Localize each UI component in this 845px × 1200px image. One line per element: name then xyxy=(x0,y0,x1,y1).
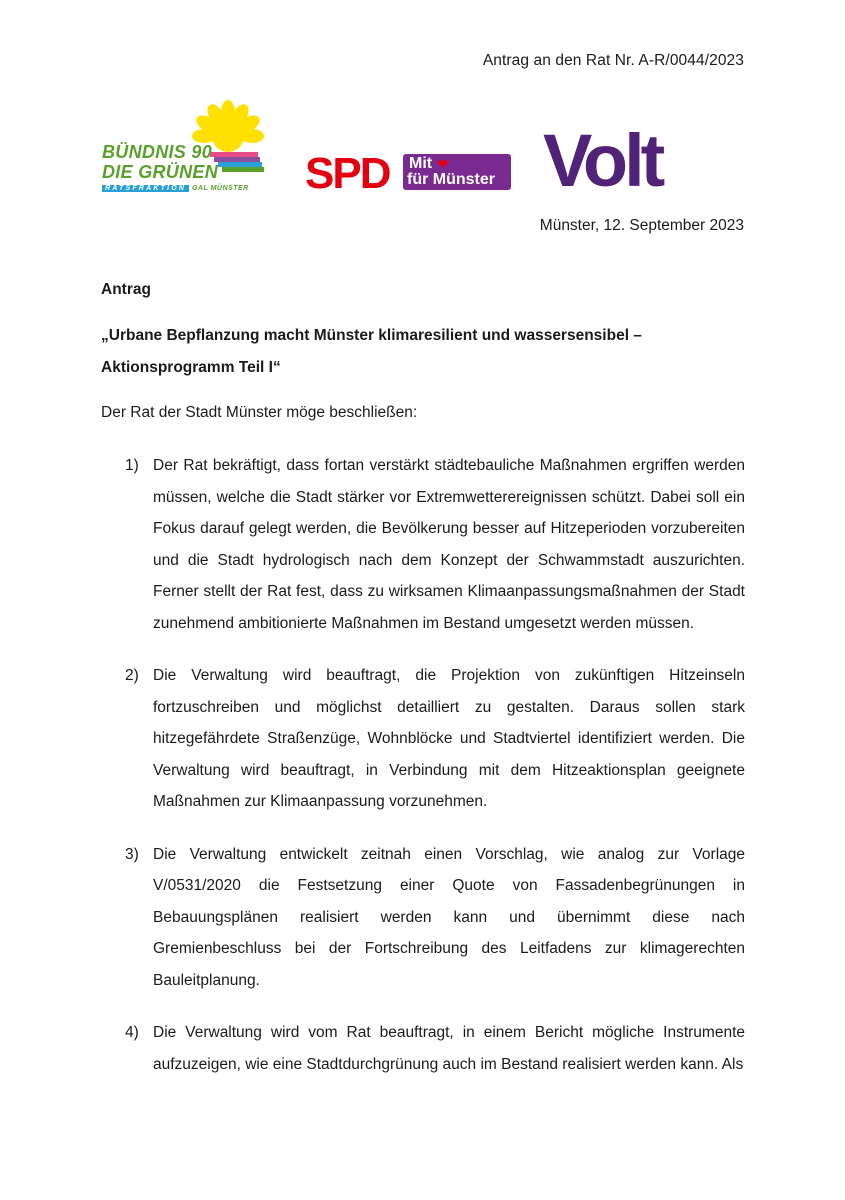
list-item xyxy=(101,660,745,818)
gruene-line1: BÜNDNIS 90 xyxy=(102,142,213,162)
item-number: 2) xyxy=(125,667,139,684)
document-heading: Antrag xyxy=(101,281,151,298)
document-date: Münster, 12. September 2023 xyxy=(539,217,744,234)
item-text: Die Verwaltung entwickelt zeitnah einen Vorschlag, wie analog zur Vorlage V/0531/2020 die Festsetzung einer Quote von Fassadenbegrünungen in Bebauungsplänen realisiert werden kann und übernimmt diese nach Gremienbeschluss bei der Fortschreibung des Leitfadens zur klimagerechten Bauleitplanung. xyxy=(153,845,745,989)
resolution-list xyxy=(101,450,745,1101)
spd-mit: Mit xyxy=(409,155,433,172)
list-item xyxy=(101,839,745,997)
item-text: Die Verwaltung wird beauftragt, die Projektion von zukünftigen Hitzeinseln fortzuschreiben und möglichst detailliert zu gestalten. Daraus sollen stark hitzegefährdete Straßenzüge, Wohnblöcke und Stadtviertel identifiziert werden. Die Verwaltung wird beauftragt, in Verbindung mit dem Hitzeaktionsplan geeignete Maßnahmen zur Klimaanpassung vorzunehmen. xyxy=(153,667,745,810)
spd-fuer: für Münster xyxy=(407,171,495,188)
gruene-logo xyxy=(100,100,270,200)
item-text: Der Rat bekräftigt, dass fortan verstärkt städtebauliche Maßnahmen ergriffen werden müssen, welche die Stadt stärker vor Extremwetterereignissen schützt. Dabei soll ein Fokus darauf gelegt werden, die Bevölkerung besser auf Hitzeperioden vorzubereiten und die Stadt hydrologisch nach dem Konzept der Schwammstadt auszurichten. Ferner stellt der Rat fest, dass zu wirksamen Klimaanpassungsmaßnahmen der Stadt zunehmend ambitionierte Maßnahmen im Bestand umgesetzt werden müssen. xyxy=(153,457,745,632)
item-text: Die Verwaltung wird vom Rat beauftragt, in einem Bericht mögliche Instrumente aufzuzeigen, wie eine Stadtdurchgrünung auch im Bestand realisiert werden kann. Als xyxy=(153,1024,745,1073)
heart-icon: ❤ xyxy=(437,156,449,172)
list-item xyxy=(101,450,745,639)
document-subject: „Urbane Bepflanzung macht Münster klimaresilient und wassersensibel – Aktionsprogramm Teil I“ xyxy=(101,327,642,376)
list-item xyxy=(101,1017,745,1080)
gruene-line2: DIE GRÜNEN xyxy=(102,162,219,182)
gruene-sub2: GAL MÜNSTER xyxy=(192,185,249,192)
item-number: 4) xyxy=(125,1024,139,1041)
logo-row xyxy=(100,100,750,210)
item-number: 1) xyxy=(125,457,139,474)
reference-number: Antrag an den Rat Nr. A-R/0044/2023 xyxy=(482,52,744,69)
spd-text: SPD xyxy=(305,149,390,198)
item-number: 3) xyxy=(125,845,139,863)
gruene-sub: RATSFRAKTION xyxy=(102,185,189,192)
spd-tagline-box xyxy=(403,154,511,190)
volt-logo: Volt xyxy=(543,119,662,202)
document-intro: Der Rat der Stadt Münster möge beschließen: xyxy=(101,404,418,421)
